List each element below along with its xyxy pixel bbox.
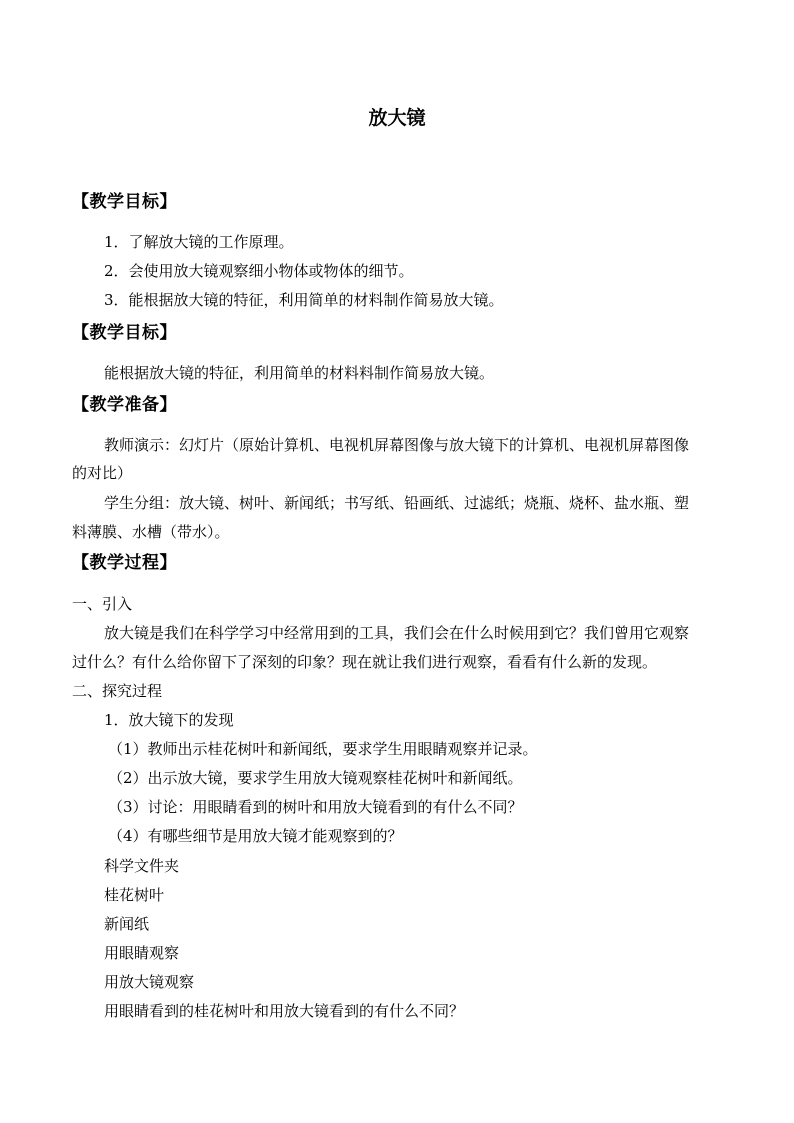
- prep-teacher-line: 的对比）: [72, 464, 133, 482]
- section-heading-goals-2: 【教学目标】: [72, 323, 177, 343]
- part2-title: 二、探究过程: [72, 682, 163, 700]
- part1-paragraph-line: 放大镜是我们在科学学习中经常用到的工具，我们会在什么时候用到它？我们曾用它观察: [104, 624, 690, 642]
- step-item: （3）讨论：用眼睛看到的树叶和用放大镜看到的有什么不同？: [108, 798, 523, 816]
- prep-student-line: 料薄膜、水槽（带水）。: [72, 523, 230, 541]
- note-item: 用放大镜观察: [104, 973, 195, 991]
- page-title: 放大镜: [368, 107, 426, 129]
- goal-item: 1．了解放大镜的工作原理。: [104, 233, 294, 251]
- step-item: （2）出示放大镜，要求学生用放大镜观察桂花树叶和新闻纸。: [108, 769, 523, 787]
- note-item: 科学文件夹: [104, 857, 180, 875]
- section-heading-goals: 【教学目标】: [72, 192, 177, 212]
- note-item: 新闻纸: [104, 915, 150, 933]
- part1-title: 一、引入: [72, 595, 133, 613]
- section-heading-process: 【教学过程】: [72, 553, 177, 573]
- goal-item: 3．能根据放大镜的特征，利用简单的材料制作简易放大镜。: [104, 291, 504, 309]
- goals2-text: 能根据放大镜的特征，利用简单的材料料制作简易放大镜。: [104, 364, 495, 382]
- note-item: 用眼睛看到的桂花树叶和用放大镜看到的有什么不同？: [104, 1002, 465, 1020]
- section-heading-prep: 【教学准备】: [72, 395, 177, 415]
- note-item: 用眼睛观察: [104, 944, 180, 962]
- prep-student-line: 学生分组：放大镜、树叶、新闻纸；书写纸、铅画纸、过滤纸；烧瓶、烧杯、盐水瓶、塑: [104, 494, 690, 512]
- sub1-title: 1．放大镜下的发现: [104, 711, 234, 729]
- part1-paragraph-line: 过什么？有什么给你留下了深刻的印象？现在就让我们进行观察，看看有什么新的发现。: [72, 653, 658, 671]
- goal-item: 2．会使用放大镜观察细小物体或物体的细节。: [104, 262, 414, 280]
- note-item: 桂花树叶: [104, 886, 165, 904]
- step-item: （4）有哪些细节是用放大镜才能观察到的？: [108, 827, 403, 845]
- prep-teacher-line: 教师演示：幻灯片（原始计算机、电视机屏幕图像与放大镜下的计算机、电视机屏幕图像: [104, 436, 690, 454]
- step-item: （1）教师出示桂花树叶和新闻纸，要求学生用眼睛观察并记录。: [108, 740, 538, 758]
